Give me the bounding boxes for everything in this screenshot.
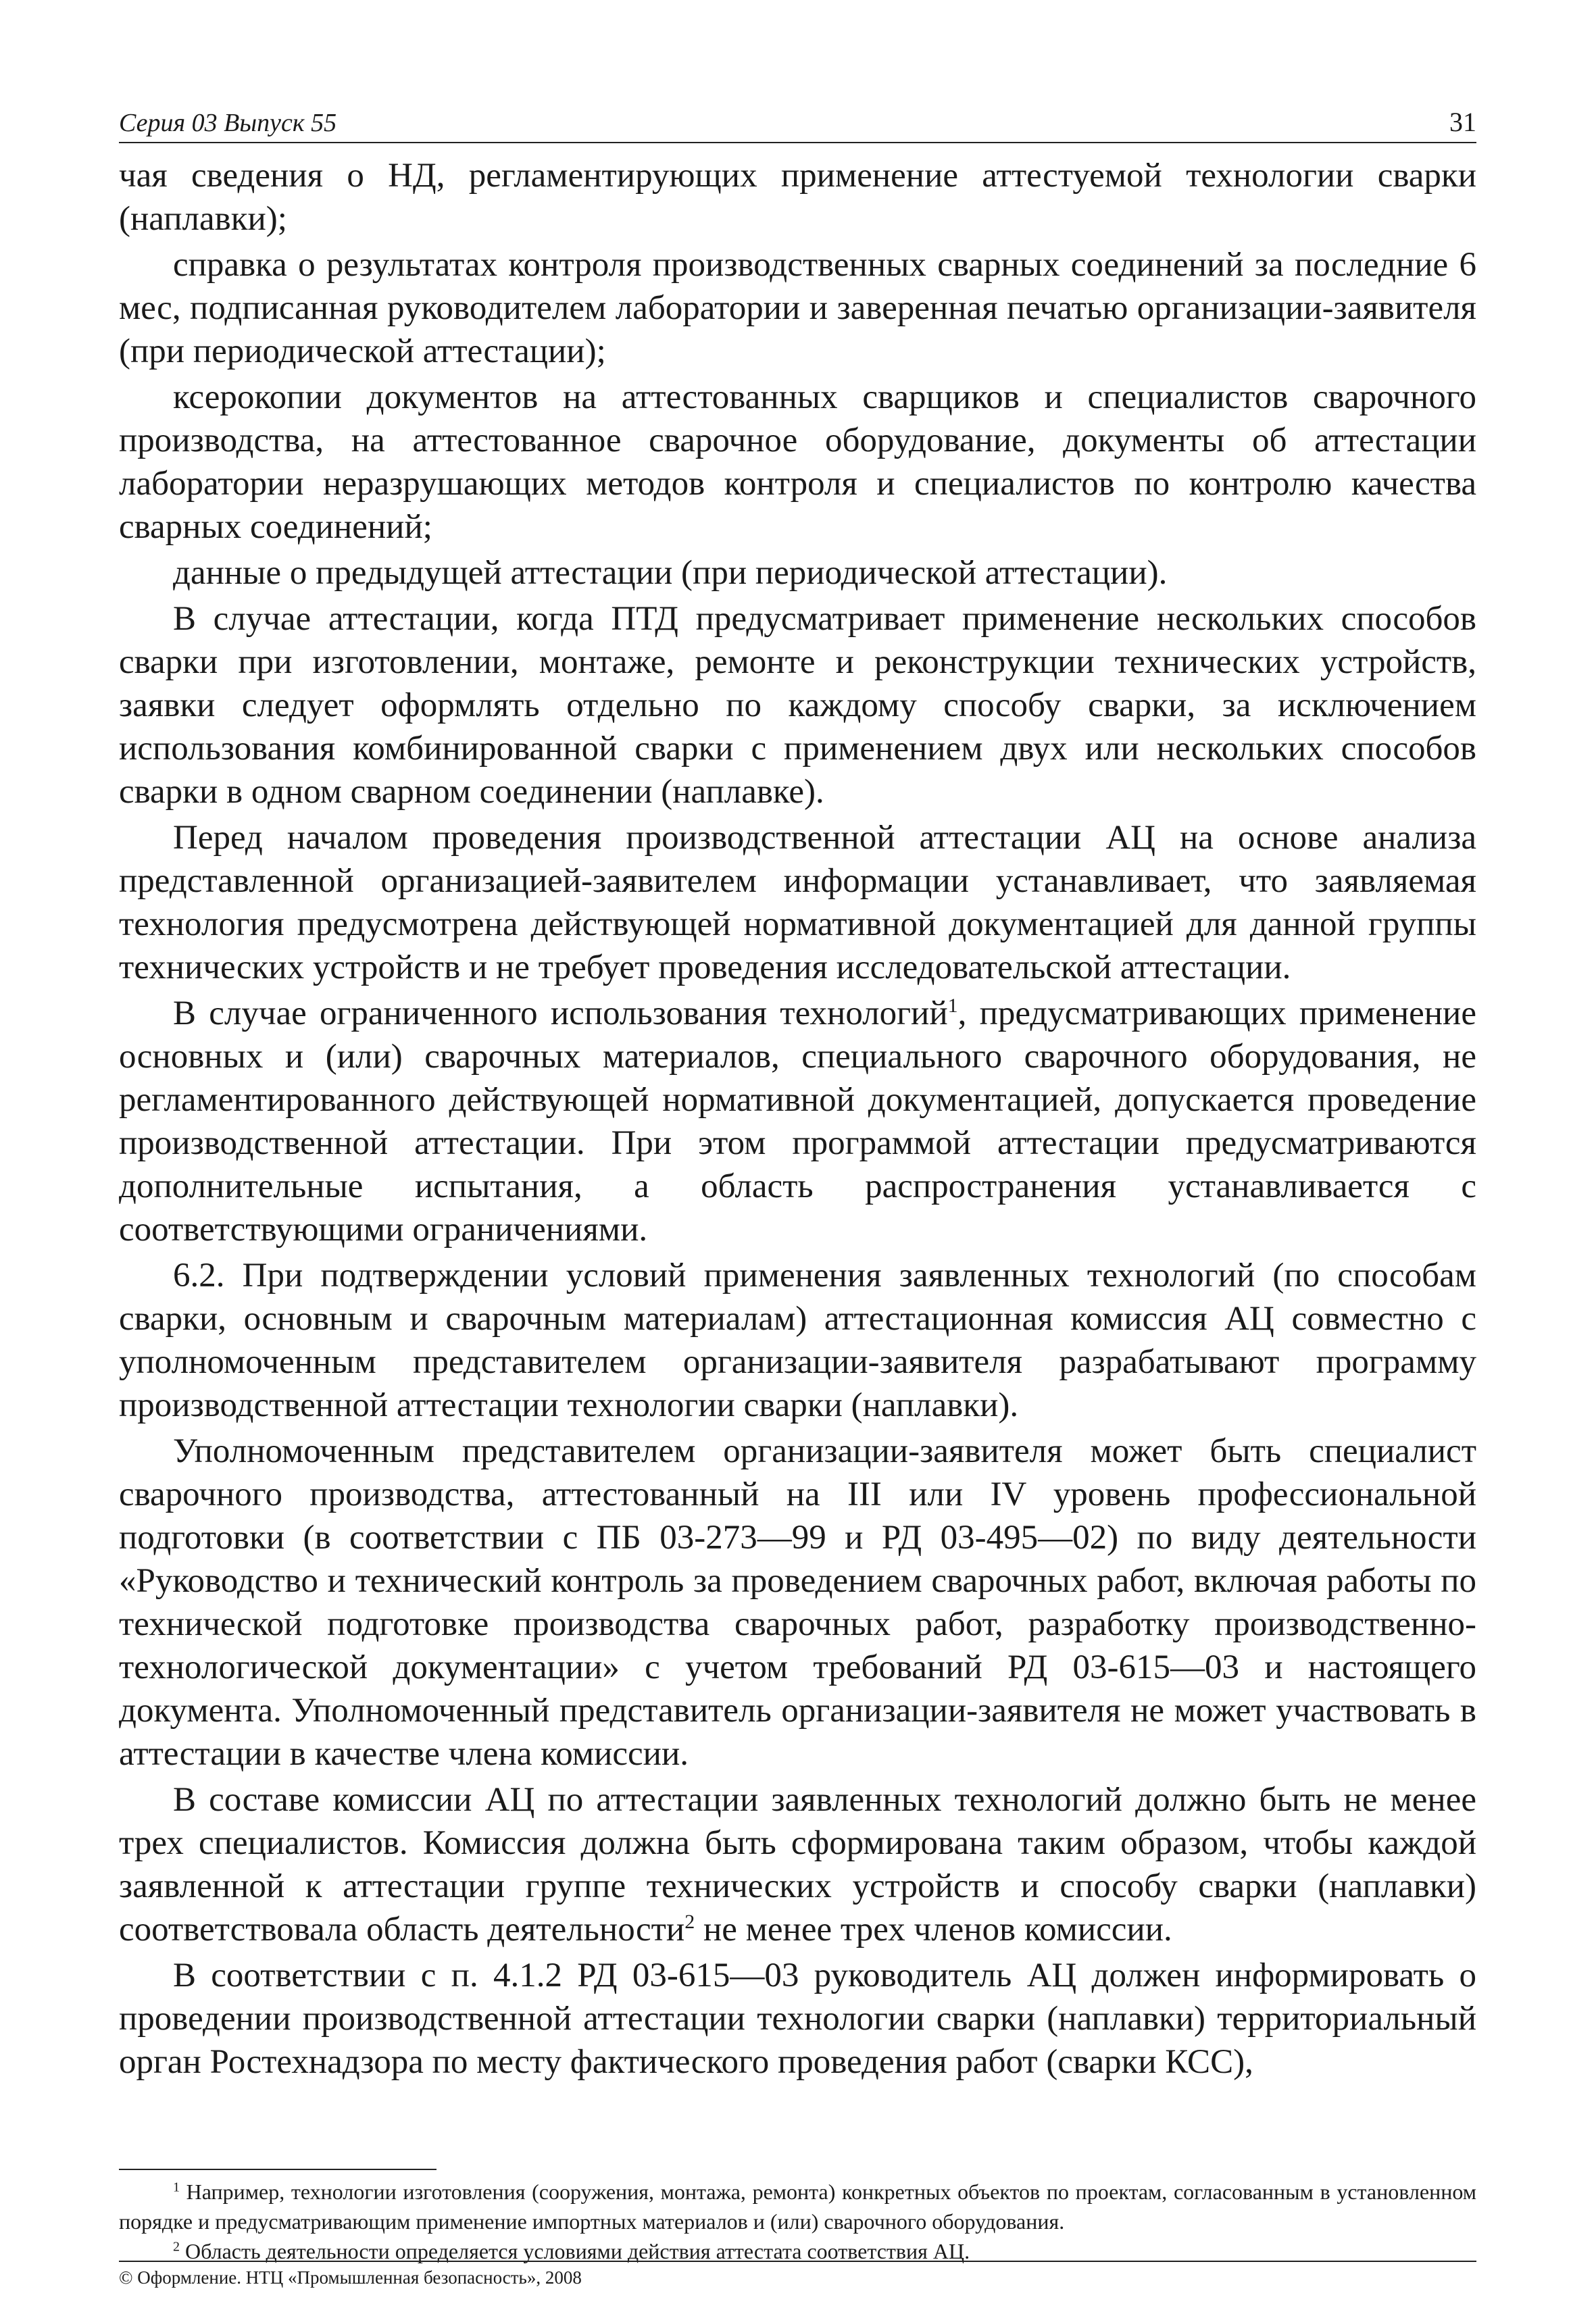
paragraph-text: не менее трех членов комиссии. bbox=[695, 1911, 1172, 1948]
footnote-text: Например, технологии изготовления (сооружения, монтажа, ремонта) конкретных объектов по проектам, согласованным в установленном порядке и предусматривающим применение импортных материалов и (или) сварочного оборудования. bbox=[119, 2180, 1476, 2234]
page-number: 31 bbox=[1449, 107, 1476, 137]
paragraph-text: В составе комиссии АЦ по аттестации заявленных технологий должно быть не менее трех специалистов. Комиссия должна быть сформирована таким образом, чтобы каждой заявленной к аттестации группе технических устройств и способу сварки (наплавки) соответствовала область деятельности bbox=[119, 1781, 1476, 1948]
paragraph: ксерокопии документов на аттестованных сварщиков и специалистов сварочного производства, на аттестованное сварочное оборудование, документы об аттестации лаборатории неразрушающих методов контроля и специалистов по контролю качества сварных соединений; bbox=[119, 378, 1476, 546]
paragraph: Перед началом проведения производственной аттестации АЦ на основе анализа представленной организацией-заявителем информации устанавливает, что заявляемая технология предусмотрена действующей нормативной документацией для данной группы технических устройств и не требует проведения исследовательской аттестации. bbox=[119, 819, 1476, 986]
footer-separator bbox=[119, 2261, 1476, 2262]
paragraph bbox=[119, 992, 1476, 1251]
paragraph-text: , предусматривающих применение основных и (или) сварочных материалов, специального сварочного оборудования, не регламентированного действующей нормативной документацией, допускается проведение производственной аттестации. При этом программой аттестации предусматриваются дополнительные испытания, а область распространения устанавливается с соответствующими ограничениями. bbox=[119, 995, 1476, 1249]
paragraph: чая сведения о НД, регламентирующих применение аттестуемой технологии сварки (наплавки); bbox=[119, 157, 1476, 238]
footnote bbox=[119, 2177, 1476, 2236]
footnote-separator bbox=[119, 2169, 437, 2170]
paragraph-text: В случае ограниченного использования технологий bbox=[173, 995, 948, 1032]
footnote-reference: 1 bbox=[947, 995, 958, 1017]
footnotes bbox=[119, 2177, 1476, 2266]
series-title: Серия 03 Выпуск 55 bbox=[119, 109, 337, 137]
footnote-reference: 2 bbox=[684, 1911, 695, 1933]
paragraph: данные о предыдущей аттестации (при периодической аттестации). bbox=[173, 554, 1168, 592]
paragraph bbox=[119, 1778, 1476, 1951]
copyright-notice: © Оформление. НТЦ «Промышленная безопасность», 2008 bbox=[119, 2267, 582, 2288]
body-text bbox=[119, 154, 1476, 2086]
footnote-mark: 2 bbox=[173, 2239, 180, 2255]
paragraph: 6.2. При подтверждении условий применения заявленных технологий (по способам сварки, основным и сварочным материалам) аттестационная комиссия АЦ совместно с уполномоченным представителем организации-заявителя разрабатывают программу производственной аттестации технологии сварки (наплавки). bbox=[119, 1257, 1476, 1424]
running-header bbox=[119, 101, 1476, 143]
footnote-text: Область деятельности определяется условиями действия аттестата соответствия АЦ. bbox=[180, 2239, 970, 2263]
paragraph: В случае аттестации, когда ПТД предусматривает применение нескольких способов сварки при изготовлении, монтаже, ремонте и реконструкции технических устройств, заявки следует оформлять отдельно по каждому способу сварки, за исключением использования комбинированной сварки с применением двух или нескольких способов сварки в одном сварном соединении (наплавке). bbox=[119, 600, 1476, 811]
paragraph: В соответствии с п. 4.1.2 РД 03-615—03 руководитель АЦ должен информировать о проведении производственной аттестации технологии сварки (наплавки) территориальный орган Ростехнадзора по месту фактического проведения работ (сварки КСС), bbox=[119, 1957, 1476, 2081]
paragraph: Уполномоченным представителем организации-заявителя может быть специалист сварочного производства, аттестованный на III или IV уровень профессиональной подготовки (в соответствии с ПБ 03-273—99 и РД 03-495—02) по виду деятельности «Руководство и технический контроль за проведением сварочных работ, включая работы по технической подготовке производства сварочных работ, разработку производственно-технологической документации» с учетом требований РД 03-615—03 и настоящего документа. Уполномоченный представитель организации-заявителя не может участвовать в аттестации в качестве члена комиссии. bbox=[119, 1432, 1476, 1773]
footnote-mark: 1 bbox=[173, 2180, 180, 2195]
paragraph: справка о результатах контроля производственных сварных соединений за последние 6 мес, подписанная руководителем лаборатории и заверенная печатью организации-заявителя (при периодической аттестации); bbox=[119, 246, 1476, 370]
